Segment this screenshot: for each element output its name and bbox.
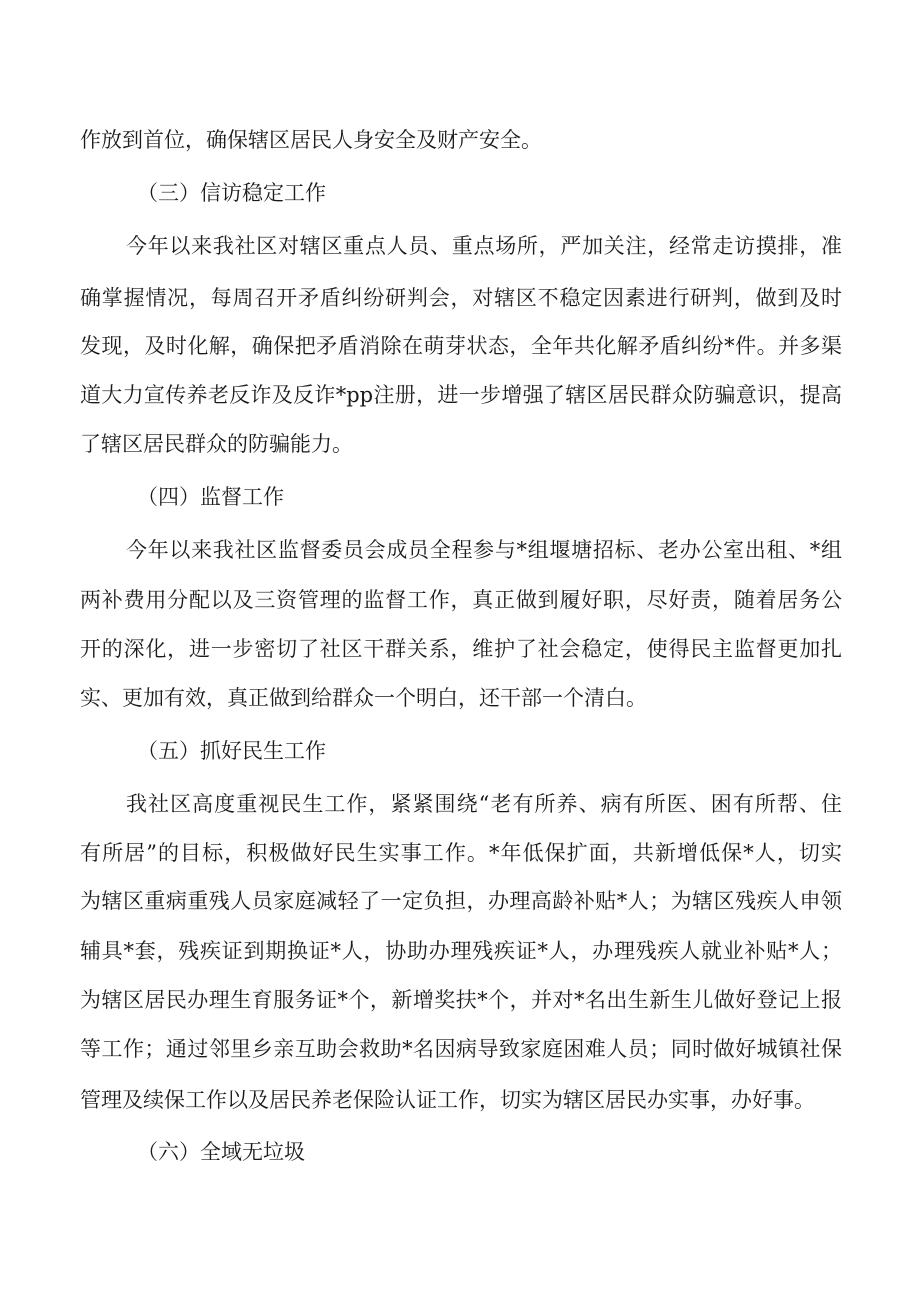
paragraph-line: 为辖区居民办理生育服务证*个，新增奖扶*个，并对*名出生新生儿做好登记上报 xyxy=(80,988,842,1012)
section-heading-6: （六）全域无垃圾 xyxy=(137,1140,305,1164)
section-heading-5: （五）抓好民生工作 xyxy=(137,739,326,763)
paragraph-line: 两补费用分配以及三资管理的监督工作，真正做到履好职，尽好责，随着居务公 xyxy=(80,588,842,612)
section-heading-4: （四）监督工作 xyxy=(137,485,284,509)
paragraph-line: 今年以来我社区对辖区重点人员、重点场所，严加关注，经常走访摸排，准 xyxy=(126,234,842,258)
paragraph-line: 为辖区重病重残人员家庭减轻了一定负担，办理高龄补贴*人；为辖区残疾人申领 xyxy=(80,889,842,913)
paragraph-line: 管理及续保工作以及居民养老保险认证工作，切实为辖区居民办实事，办好事。 xyxy=(80,1088,815,1112)
paragraph-line: 确掌握情况，每周召开矛盾纠纷研判会，对辖区不稳定因素进行研判，做到及时 xyxy=(80,286,842,310)
paragraph-line: 等工作；通过邻里乡亲互助会救助*名因病导致家庭困难人员；同时做好城镇社保 xyxy=(80,1037,842,1061)
paragraph-line: 辅具*套，残疾证到期换证*人，协助办理残疾证*人，办理残疾人就业补贴*人； xyxy=(80,939,842,963)
paragraph-line: 实、更加有效，真正做到给群众一个明白，还干部一个清白。 xyxy=(80,686,647,710)
paragraph-line: 了辖区居民群众的防骗能力。 xyxy=(80,432,353,456)
paragraph-line: 有所居”的目标，积极做好民生实事工作。*年低保扩面，共新增低保*人，切实 xyxy=(80,841,842,865)
text-line: 作放到首位，确保辖区居民人身安全及财产安全。 xyxy=(80,128,542,152)
paragraph-line: 我社区高度重视民生工作，紧紧围绕“老有所养、病有所医、困有所帮、住 xyxy=(126,792,842,816)
paragraph-line: 道大力宣传养老反诈及反诈*pp注册，进一步增强了辖区居民群众防骗意识，提高 xyxy=(80,383,842,407)
section-heading-3: （三）信访稳定工作 xyxy=(137,181,326,205)
paragraph-line: 今年以来我社区监督委员会成员全程参与*组堰塘招标、老办公室出租、*组 xyxy=(126,538,842,562)
paragraph-line: 开的深化，进一步密切了社区干群关系，维护了社会稳定，使得民主监督更加扎 xyxy=(80,637,842,661)
paragraph-line: 发现，及时化解，确保把矛盾消除在萌芽状态，全年共化解矛盾纠纷*件。并多渠 xyxy=(80,334,842,358)
